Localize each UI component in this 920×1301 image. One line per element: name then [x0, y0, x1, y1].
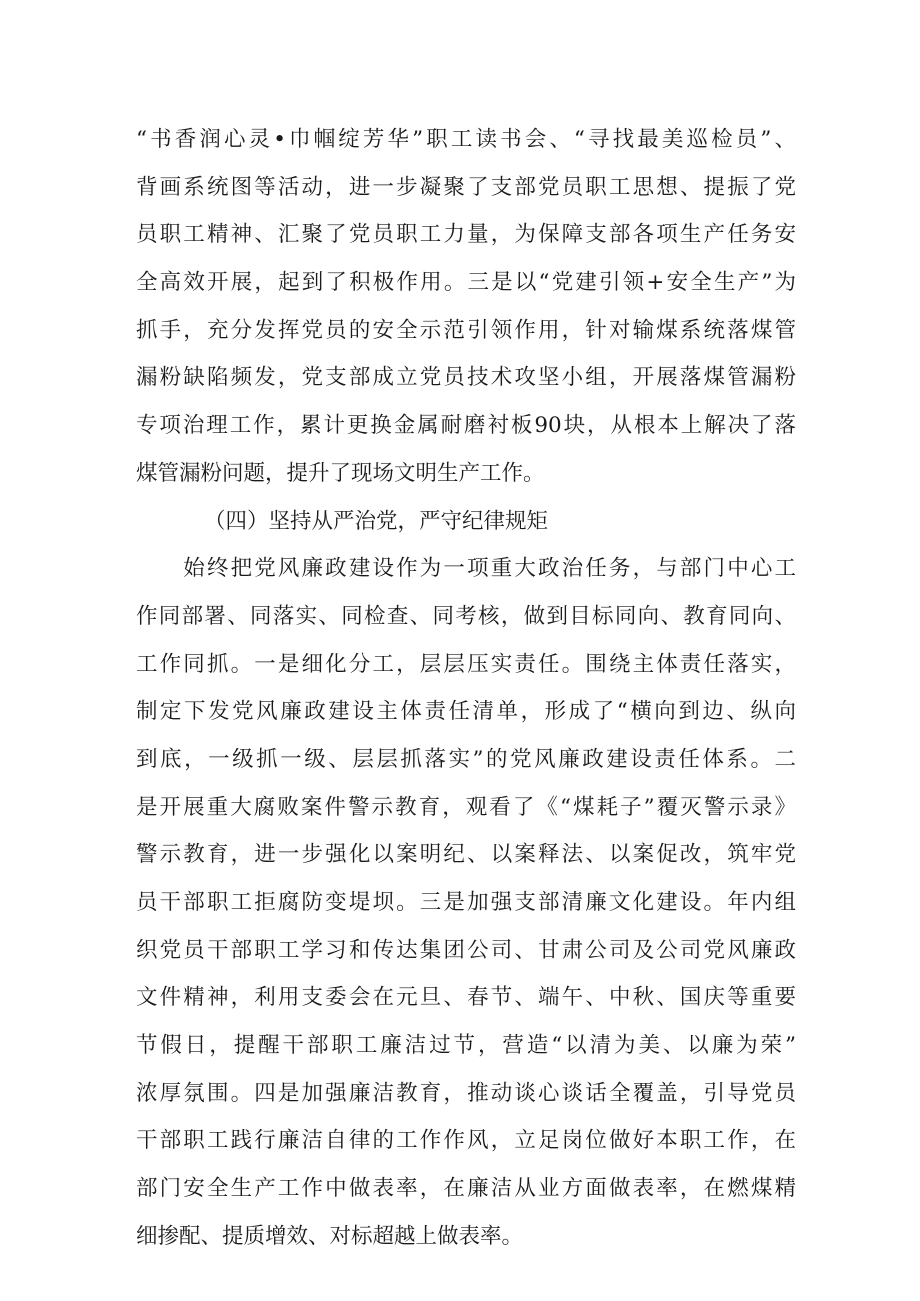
text-line: 节假日，提醒干部职工廉洁过节，营造“以清为美、以廉为荣”: [136, 1033, 796, 1059]
section-heading: （四）坚持从严治党，严守纪律规矩: [204, 508, 549, 534]
document-page: [136, 116, 796, 1261]
text-line: 专项治理工作，累计更换金属耐磨衬板90块，从根本上解决了落: [136, 413, 796, 439]
text-line: “书香润心灵•巾帼绽芳华”职工读书会、“寻找最美巡检员”、: [136, 127, 796, 152]
text-line: 到底，一级抓一级、层层抓落实”的党风廉政建设责任体系。二: [136, 746, 796, 772]
text-line: 部门安全生产工作中做表率，在廉洁从业方面做表率，在燃煤精: [136, 1176, 796, 1202]
text-line: 全高效开展，起到了积极作用。三是以“党建引领+安全生产”为: [136, 270, 796, 296]
text-line: 始终把党风廉政建设作为一项重大政治任务，与部门中心工: [136, 556, 796, 582]
text-line: 织党员干部职工学习和传达集团公司、甘肃公司及公司党风廉政: [136, 937, 796, 963]
text-line: 抓手，充分发挥党员的安全示范引领作用，针对输煤系统落煤管: [136, 317, 796, 343]
text-line: 细掺配、提质增效、对标超越上做表率。: [136, 1223, 524, 1249]
text-line: 是开展重大腐败案件警示教育，观看了《“煤耗子”覆灭警示录》: [136, 794, 796, 820]
text-line: 背画系统图等活动，进一步凝聚了支部党员职工思想、提振了党: [136, 174, 796, 200]
paragraph-discipline: [136, 545, 796, 1260]
text-line: 漏粉缺陷频发，党支部成立党员技术攻坚小组，开展落煤管漏粉: [136, 365, 796, 391]
text-line: 员职工精神、汇聚了党员职工力量，为保障支部各项生产任务安: [136, 222, 796, 248]
text-line: 作同部署、同落实、同检查、同考核，做到目标同向、教育同向、: [136, 603, 796, 629]
text-line: 工作同抓。一是细化分工，层层压实责任。围绕主体责任落实，: [136, 651, 796, 677]
text-line: 员干部职工拒腐防变堤坝。三是加强支部清廉文化建设。年内组: [136, 890, 796, 915]
text-line: 文件精神，利用支委会在元旦、春节、端午、中秋、国庆等重要: [136, 985, 796, 1011]
paragraph-activities: [136, 116, 796, 498]
text-line: 制定下发党风廉政建设主体责任清单，形成了“横向到边、纵向: [136, 699, 796, 725]
text-line: 干部职工践行廉洁自律的工作作风，立足岗位做好本职工作，在: [136, 1128, 796, 1154]
text-line: 浓厚氛围。四是加强廉洁教育，推动谈心谈话全覆盖，引导党员: [136, 1080, 796, 1106]
text-line: 煤管漏粉问题，提升了现场文明生产工作。: [136, 460, 545, 486]
text-line: 警示教育，进一步强化以案明纪、以案释法、以案促改，筑牢党: [136, 842, 796, 868]
